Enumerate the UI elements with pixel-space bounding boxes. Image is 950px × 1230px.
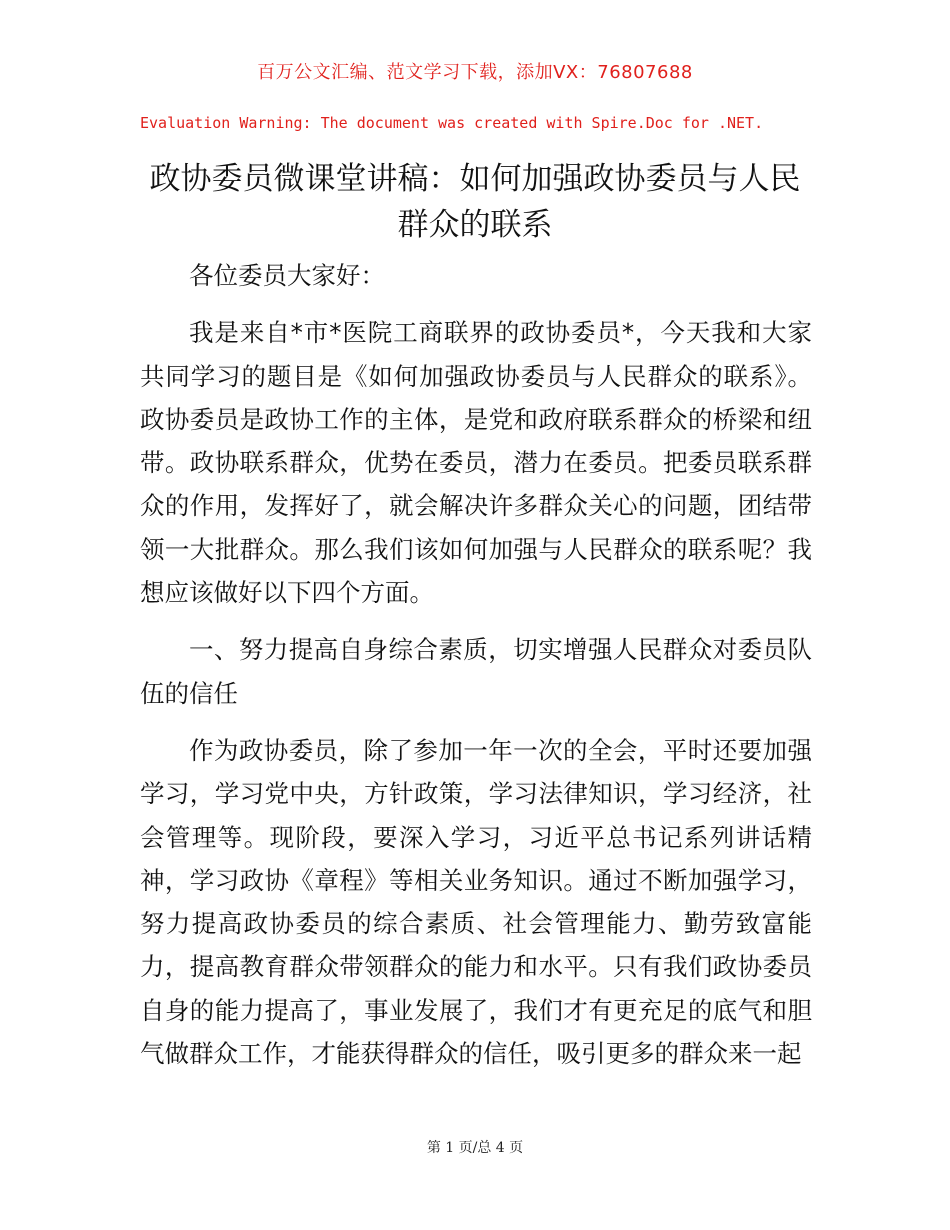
header-banner: 百万公文汇编、范文学习下载，添加VX：76807688	[257, 62, 693, 83]
paragraph-section-heading: 一、努力提高自身综合素质，切实增强人民群众对委员队伍的信任	[140, 635, 812, 708]
evaluation-warning: Evaluation Warning: The document was created with Spire.Doc for .NET.	[140, 114, 764, 132]
document-title: 政协委员微课堂讲稿：如何加强政协委员与人民群众的联系	[149, 161, 801, 243]
paragraph-section-body: 作为政协委员，除了参加一年一次的全会，平时还要加强学习，学习党中央，方针政策，学习法律知识，学习经济，社会管理等。现阶段，要深入学习，习近平总书记系列讲话精神，学习政协《章程》等相关业务知识。通过不断加强学习，努力提高政协委员的综合素质、社会管理能力、勤劳致富能力，提高教育群众带领群众的能力和水平。只有我们政协委员自身的能力提高了，事业发展了，我们才有更充足的底气和胆气做群众工作，才能获得群众的信任，吸引更多的群众来一起	[140, 735, 812, 1069]
page-number: 第 1 页/总 4 页	[426, 1140, 524, 1156]
paragraph-greeting: 各位委员大家好：	[189, 261, 385, 290]
document-body	[140, 254, 812, 1075]
paragraph-intro: 我是来自*市*医院工商联界的政协委员*，今天我和大家共同学习的题目是《如何加强政协委员与人民群众的联系》。政协委员是政协工作的主体，是党和政府联系群众的桥梁和纽带。政协联系群众，优势在委员，潜力在委员。把委员联系群众的作用，发挥好了，就会解决许多群众关心的问题，团结带领一大批群众。那么我们该如何加强与人民群众的联系呢？我想应该做好以下四个方面。	[140, 318, 812, 608]
